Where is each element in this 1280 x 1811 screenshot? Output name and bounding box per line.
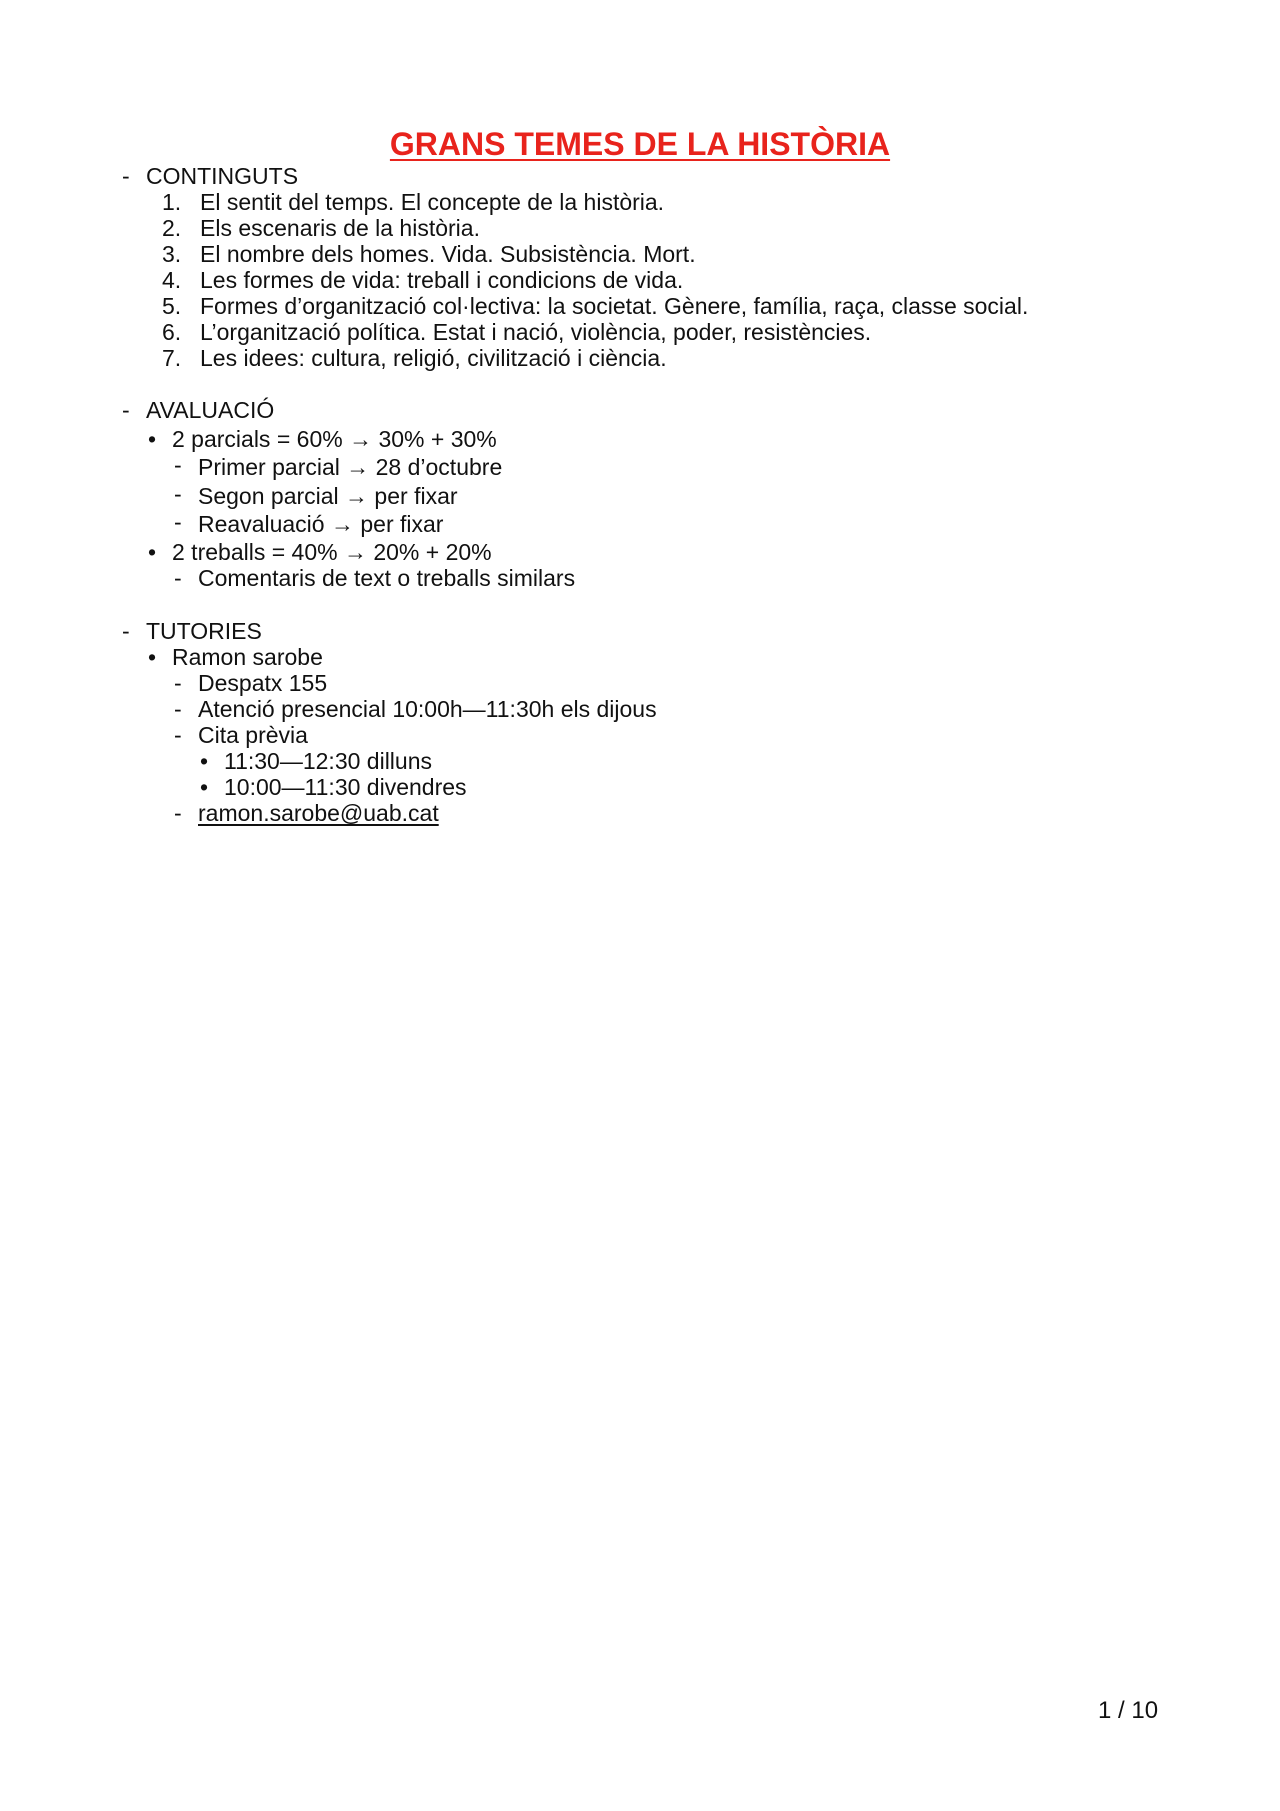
dash-marker: - (122, 618, 130, 644)
list-number: 1. (162, 189, 182, 215)
section-heading-avaluacio: AVALUACIÓ (146, 397, 275, 423)
list-number: 6. (162, 319, 182, 345)
list-item: Primer parcial → 28 d’octubre (198, 454, 503, 480)
dash-marker: - (174, 696, 182, 722)
bullet-marker: • (148, 426, 157, 452)
dash-marker: - (174, 509, 182, 535)
list-item: El nombre dels homes. Vida. Subsistència. Mort. (200, 241, 696, 267)
dash-marker: - (174, 800, 182, 826)
list-number: 3. (162, 241, 182, 267)
list-item: Els escenaris de la història. (200, 215, 480, 241)
appointment-slot: 10:00—11:30 divendres (224, 774, 467, 800)
dash-marker: - (174, 481, 182, 507)
dash-marker: - (174, 452, 182, 478)
bullet-marker: • (200, 748, 209, 774)
list-item: Formes d’organització col·lectiva: la societat. Gènere, família, raça, classe social. (200, 293, 1029, 319)
list-item: Reavaluació → per fixar (198, 511, 444, 537)
bullet-marker: • (200, 774, 209, 800)
email-line (198, 799, 439, 827)
section-heading-tutories: TUTORIES (146, 618, 262, 644)
dash-marker: - (174, 722, 182, 748)
dash-marker: - (174, 565, 182, 591)
list-item: El sentit del temps. El concepte de la història. (200, 189, 665, 215)
list-item: Segon parcial → per fixar (198, 483, 458, 509)
dash-marker: - (122, 397, 130, 423)
page-number: 1 / 10 (1098, 1697, 1159, 1724)
list-item-treballs: 2 treballs = 40% → 20% + 20% (172, 539, 492, 565)
dash-marker: - (174, 670, 182, 696)
list-item: Les idees: cultura, religió, civilització i ciència. (200, 345, 667, 371)
appointment-slot: 11:30—12:30 dilluns (224, 748, 432, 774)
list-item: Les formes de vida: treball i condicions de vida. (200, 267, 684, 293)
email-link[interactable]: ramon.sarobe@uab.cat (198, 800, 439, 826)
list-number: 5. (162, 293, 182, 319)
page-title: GRANS TEMES DE LA HISTÒRIA (389, 126, 891, 162)
list-number: 4. (162, 267, 182, 293)
tutor-name: Ramon sarobe (172, 644, 323, 670)
list-item-parcials: 2 parcials = 60% → 30% + 30% (172, 426, 497, 452)
bullet-marker: • (148, 644, 157, 670)
list-number: 7. (162, 345, 182, 371)
bullet-marker: • (148, 539, 157, 565)
list-number: 2. (162, 215, 182, 241)
dash-marker: - (122, 163, 130, 189)
office-number: Despatx 155 (198, 670, 328, 696)
appointment-label: Cita prèvia (198, 722, 308, 748)
list-item: L’organització política. Estat i nació, violència, poder, resistències. (200, 319, 872, 345)
section-heading-continguts: CONTINGUTS (146, 163, 299, 189)
office-hours: Atenció presencial 10:00h—11:30h els dijous (198, 696, 657, 722)
list-item: Comentaris de text o treballs similars (198, 565, 576, 591)
